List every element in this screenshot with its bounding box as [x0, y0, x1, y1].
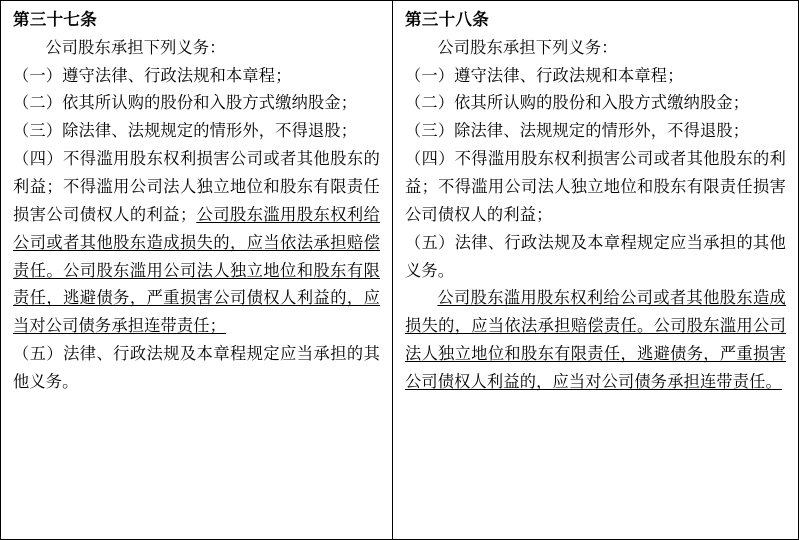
paragraph: （三）除法律、法规规定的情形外，不得退股； — [13, 122, 358, 141]
paragraph — [13, 146, 380, 341]
paragraph-text-underlined: 公司股东滥用股东权利给公司或者其他股东造成损失的，应当依法承担赔偿责任。公司股东滥用公司法人独立地位和股东有限责任，逃避债务，严重损害公司债权人利益的，应当对公司债务承担连带责任； — [13, 205, 380, 336]
paragraph: （四）不得滥用股东权利损害公司或者其他股东的利益；不得滥用公司法人独立地位和股东有限责任损害公司债权人的利益； — [405, 150, 786, 224]
paragraph — [405, 285, 786, 396]
paragraph-text: （四）不得滥用股东权利损害公司或者其他股东的利益；不得滥用公司法人独立地位和股东有限责任损害公司债权人的利益； — [13, 150, 380, 224]
paragraph: （一）遵守法律、行政法规和本章程； — [13, 66, 292, 85]
article-heading-left: 第三十七条 — [13, 10, 97, 29]
article-heading-right: 第三十八条 — [405, 10, 489, 29]
table-cell-right — [393, 0, 799, 540]
paragraph: （三）除法律、法规规定的情形外，不得退股； — [405, 122, 750, 141]
table-cell-left — [0, 0, 393, 540]
paragraph: 公司股东承担下列义务： — [45, 38, 226, 57]
paragraph: （一）遵守法律、行政法规和本章程； — [405, 66, 684, 85]
paragraph-text-underlined: 公司股东滥用股东权利给公司或者其他股东造成损失的，应当依法承担赔偿责任。公司股东滥用公司法人独立地位和股东有限责任，逃避债务，严重损害公司债权人利益的，应当对公司债务承担连带责任。 — [405, 289, 786, 392]
paragraph: （二）依其所认购的股份和入股方式缴纳股金； — [405, 94, 750, 113]
paragraph: 公司股东承担下列义务： — [437, 38, 618, 57]
paragraph: （五）法律、行政法规及本章程规定应当承担的其他义务。 — [405, 233, 786, 280]
paragraph: （五）法律、行政法规及本章程规定应当承担的其他义务。 — [13, 345, 380, 392]
paragraph: （二）依其所认购的股份和入股方式缴纳股金； — [13, 94, 358, 113]
